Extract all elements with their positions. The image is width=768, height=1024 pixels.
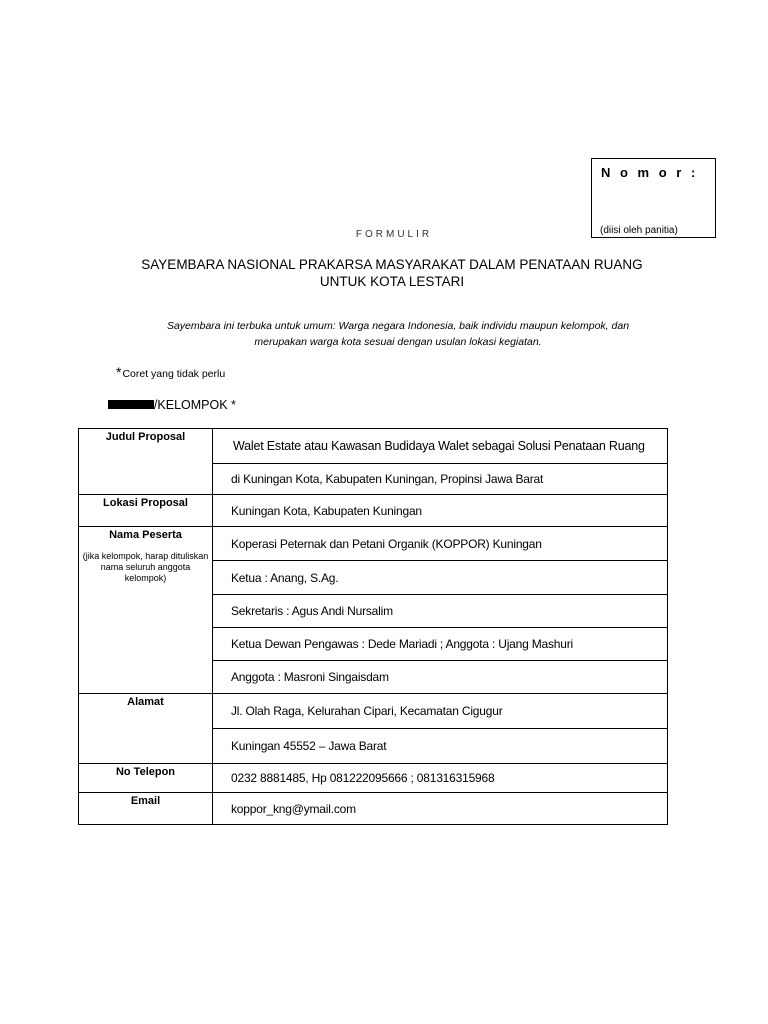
participant-type xyxy=(108,398,236,412)
lokasi-value: Kuningan Kota, Kabupaten Kuningan xyxy=(213,495,668,527)
judul-value-1: Walet Estate atau Kawasan Budidaya Walet sebagai Solusi Penataan Ruang xyxy=(213,429,668,464)
coret-note xyxy=(116,364,225,380)
nomor-label: N o m o r : xyxy=(601,165,699,180)
table-row xyxy=(79,764,668,793)
type-value: KELOMPOK * xyxy=(157,398,236,412)
table-row xyxy=(79,793,668,825)
alamat-value-1: Jl. Olah Raga, Kelurahan Cipari, Kecamatan Cigugur xyxy=(213,694,668,729)
peserta-label: Nama Peserta xyxy=(109,529,182,541)
telepon-value: 0232 8881485, Hp 081222095666 ; 081316315968 xyxy=(213,764,668,793)
table-row xyxy=(79,694,668,729)
email-value: koppor_kng@ymail.com xyxy=(213,793,668,825)
peserta-row-5: Anggota : Masroni Singaisdam xyxy=(213,661,668,694)
peserta-label-cell xyxy=(79,527,213,694)
table-row xyxy=(79,527,668,561)
formulir-heading: FORMULIR xyxy=(355,229,433,240)
telepon-label: No Telepon xyxy=(79,764,213,793)
alamat-label: Alamat xyxy=(79,694,213,764)
intro-line-2: merupakan warga kota sesuai dengan usulan lokasi kegiatan. xyxy=(254,336,542,348)
struck-option: INDIVIDU xyxy=(109,399,153,411)
asterisk: * xyxy=(116,364,122,380)
peserta-row-4: Ketua Dewan Pengawas : Dede Mariadi ; Anggota : Ujang Mashuri xyxy=(213,628,668,661)
title-line-2: UNTUK KOTA LESTARI xyxy=(319,274,465,289)
table-row xyxy=(79,429,668,464)
peserta-row-3: Sekretaris : Agus Andi Nursalim xyxy=(213,595,668,628)
email-label: Email xyxy=(79,793,213,825)
proposal-form-table xyxy=(78,428,668,825)
intro-text xyxy=(110,318,686,350)
intro-line-1: Sayembara ini terbuka untuk umum: Warga negara Indonesia, baik individu maupun kelompok, dan xyxy=(166,320,630,332)
coret-text: Coret yang tidak perlu xyxy=(122,368,226,380)
alamat-value-2: Kuningan 45552 – Jawa Barat xyxy=(213,729,668,764)
nomor-note: (diisi oleh panitia) xyxy=(600,225,678,236)
title-line-1: SAYEMBARA NASIONAL PRAKARSA MASYARAKAT DALAM PENATAAN RUANG xyxy=(141,257,643,272)
peserta-note: (jika kelompok, harap dituliskan nama seluruh anggota kelompok) xyxy=(82,551,209,583)
table-row xyxy=(79,495,668,527)
lokasi-label: Lokasi Proposal xyxy=(79,495,213,527)
type-separator: / xyxy=(153,398,158,412)
judul-label: Judul Proposal xyxy=(79,429,213,495)
nomor-box xyxy=(591,158,716,238)
peserta-row-2: Ketua : Anang, S.Ag. xyxy=(213,561,668,595)
peserta-row-1: Koperasi Peternak dan Petani Organik (KOPPOR) Kuningan xyxy=(213,527,668,561)
judul-value-2: di Kuningan Kota, Kabupaten Kuningan, Propinsi Jawa Barat xyxy=(213,464,668,495)
document-title xyxy=(100,256,684,290)
